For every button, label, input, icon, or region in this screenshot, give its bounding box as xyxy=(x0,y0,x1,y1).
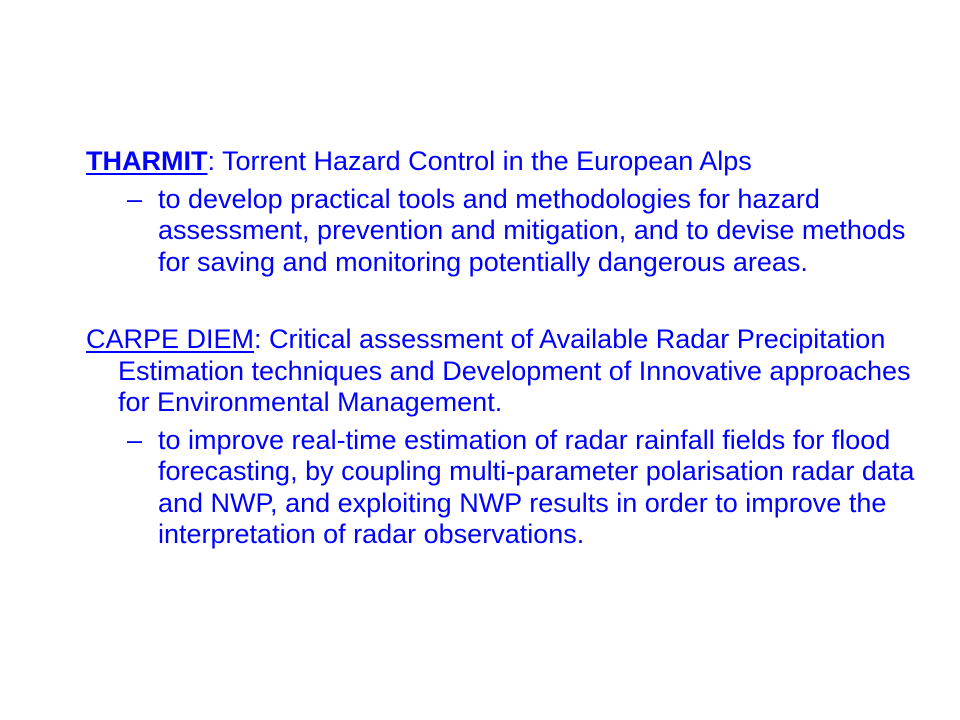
objective-text-tharmit: to develop practical tools and methodologies for hazard assessment, prevention and mitigation, and to devise methods for saving and monitoring potentially dangerous areas. xyxy=(158,183,906,277)
project-name-carpe-diem: CARPE DIEM xyxy=(86,324,255,354)
project-item-tharmit xyxy=(86,146,916,178)
slide-content xyxy=(86,146,916,551)
project-objective-tharmit xyxy=(127,183,916,279)
project-objective-carpe-diem xyxy=(127,424,916,551)
dash-bullet: – xyxy=(127,424,143,455)
project-separator: : xyxy=(254,324,262,354)
project-description-tharmit: Torrent Hazard Control in the European Alps xyxy=(215,146,752,176)
project-description-carpe-diem: Critical assessment of Available Radar Precipitation Estimation techniques and Development of Innovative approaches for Environmental Management. xyxy=(118,324,911,417)
objective-text-carpe-diem: to improve real-time estimation of radar rainfall fields for flood forecasting, by coupling multi-parameter polarisation radar data and NWP, and exploiting NWP results in order to improve the interpretation of radar observations. xyxy=(158,424,915,549)
dash-bullet: – xyxy=(127,183,143,214)
section-spacer xyxy=(86,278,916,324)
project-item-carpe-diem xyxy=(86,324,916,419)
project-separator: : xyxy=(207,146,215,176)
project-name-tharmit: THARMIT xyxy=(86,146,208,176)
